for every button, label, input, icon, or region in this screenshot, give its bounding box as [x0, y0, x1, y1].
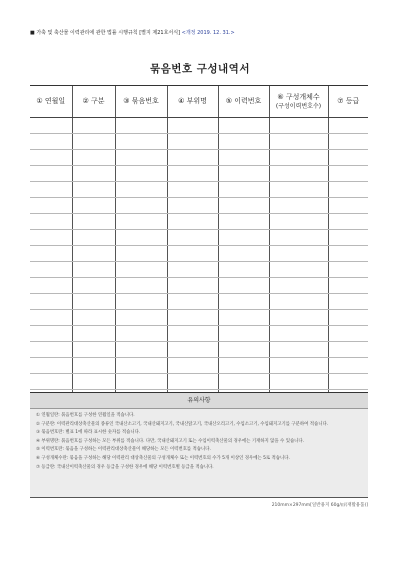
- note-item: ⑦ 등급란: 국내산이력축산물의 경우 등급을 구성한 경우에 해당 이력번호별 등급을 적습니다.: [36, 464, 214, 470]
- table-cell[interactable]: [269, 374, 328, 390]
- column-header-grade: ⑦ 등급: [328, 86, 368, 118]
- table-cell[interactable]: [328, 342, 368, 358]
- table-cell[interactable]: [218, 230, 269, 246]
- form-header: [30, 29, 235, 36]
- table-cell[interactable]: [269, 182, 328, 198]
- composition-table: [30, 85, 368, 406]
- table-cell[interactable]: [72, 326, 115, 342]
- note-item: ⑥ 구성개체수란: 묶음을 구성하는 해당 이력관리 대상축산물의 구성개체수 또는 이력번호의 수가 5개 이상인 경우에는 5로 적습니다.: [36, 455, 290, 461]
- table-cell[interactable]: [30, 182, 72, 198]
- table-cell[interactable]: [167, 374, 218, 390]
- table-cell[interactable]: [72, 294, 115, 310]
- table-cell[interactable]: [115, 262, 167, 278]
- table-cell[interactable]: [30, 198, 72, 214]
- table-row: [30, 166, 368, 182]
- table-cell[interactable]: [115, 182, 167, 198]
- table-cell[interactable]: [328, 166, 368, 182]
- table-cell[interactable]: [218, 198, 269, 214]
- table-cell[interactable]: [328, 358, 368, 374]
- table-cell[interactable]: [269, 134, 328, 150]
- table-cell[interactable]: [115, 310, 167, 326]
- table-cell[interactable]: [72, 182, 115, 198]
- table-cell[interactable]: [167, 262, 218, 278]
- table-cell[interactable]: [72, 310, 115, 326]
- table-cell[interactable]: [218, 246, 269, 262]
- table-row: [30, 374, 368, 390]
- table-row: [30, 358, 368, 374]
- table-cell[interactable]: [167, 294, 218, 310]
- table-cell[interactable]: [167, 166, 218, 182]
- table-cell[interactable]: [30, 118, 72, 134]
- table-cell[interactable]: [269, 166, 328, 182]
- table-cell[interactable]: [30, 134, 72, 150]
- table-cell[interactable]: [269, 326, 328, 342]
- table-row: [30, 182, 368, 198]
- table-cell[interactable]: [269, 310, 328, 326]
- table-cell[interactable]: [30, 246, 72, 262]
- table-cell[interactable]: [328, 214, 368, 230]
- table-cell[interactable]: [167, 342, 218, 358]
- table-row: [30, 118, 368, 134]
- table-row: [30, 198, 368, 214]
- table-cell[interactable]: [218, 214, 269, 230]
- table-cell[interactable]: [218, 134, 269, 150]
- table-cell[interactable]: [72, 230, 115, 246]
- table-cell[interactable]: [218, 262, 269, 278]
- table-cell[interactable]: [218, 278, 269, 294]
- table-cell[interactable]: [30, 278, 72, 294]
- table-cell[interactable]: [167, 198, 218, 214]
- table-cell[interactable]: [328, 246, 368, 262]
- table-cell[interactable]: [269, 214, 328, 230]
- table-cell[interactable]: [30, 150, 72, 166]
- table-cell[interactable]: [269, 358, 328, 374]
- table-cell[interactable]: [167, 246, 218, 262]
- table-cell[interactable]: [115, 342, 167, 358]
- table-cell[interactable]: [269, 278, 328, 294]
- table-cell[interactable]: [72, 214, 115, 230]
- revision-date: <개정 2019. 12. 31.>: [181, 30, 235, 36]
- table-cell[interactable]: [269, 246, 328, 262]
- table-cell[interactable]: [72, 246, 115, 262]
- table-cell[interactable]: [72, 278, 115, 294]
- table-cell[interactable]: [115, 246, 167, 262]
- table-cell[interactable]: [72, 262, 115, 278]
- table-cell[interactable]: [218, 310, 269, 326]
- table-cell[interactable]: [167, 310, 218, 326]
- table-cell[interactable]: [167, 230, 218, 246]
- column-header-category: ② 구분: [72, 86, 115, 118]
- table-cell[interactable]: [72, 150, 115, 166]
- table-cell[interactable]: [167, 118, 218, 134]
- table-cell[interactable]: [167, 358, 218, 374]
- table-cell[interactable]: [269, 294, 328, 310]
- table-cell[interactable]: [328, 150, 368, 166]
- table-cell[interactable]: [30, 310, 72, 326]
- table-cell[interactable]: [328, 278, 368, 294]
- table-cell[interactable]: [218, 342, 269, 358]
- table-cell[interactable]: [328, 294, 368, 310]
- notes-list: [36, 412, 362, 472]
- note-item: ③ 묶음번호란: 별표 1에 따라 표시한 숫자를 적습니다.: [36, 430, 141, 436]
- table-cell[interactable]: [269, 230, 328, 246]
- table-cell[interactable]: [269, 150, 328, 166]
- table-row: [30, 278, 368, 294]
- table-cell[interactable]: [167, 278, 218, 294]
- table-row: [30, 134, 368, 150]
- table-cell[interactable]: [218, 326, 269, 342]
- table-cell[interactable]: [167, 134, 218, 150]
- table-cell[interactable]: [115, 326, 167, 342]
- table-cell[interactable]: [115, 214, 167, 230]
- table-row: [30, 230, 368, 246]
- table-cell[interactable]: [218, 182, 269, 198]
- table-cell[interactable]: [328, 262, 368, 278]
- column-header-unit-count: ⑥ 구성개체수 (구성이력번호수): [269, 86, 328, 118]
- note-item: ④ 부위명란: 묶음번호를 구성하는 모든 부위를 적습니다. 다만, 국내산돼지고기 또는 수입이력축산물의 경우에는 기재하지 않을 수 있습니다.: [36, 438, 305, 444]
- table-cell[interactable]: [30, 342, 72, 358]
- paper-spec: 210mm×297mm[일반용지 60g/㎡(재활용품)]: [271, 503, 368, 508]
- table-cell[interactable]: [328, 182, 368, 198]
- table-header-row: [30, 86, 368, 118]
- table-cell[interactable]: [30, 230, 72, 246]
- table-row: [30, 310, 368, 326]
- table-cell[interactable]: [167, 150, 218, 166]
- table-cell[interactable]: [269, 342, 328, 358]
- table-row: [30, 150, 368, 166]
- table-cell[interactable]: [115, 374, 167, 390]
- table-cell[interactable]: [167, 326, 218, 342]
- table-cell[interactable]: [115, 166, 167, 182]
- column-header-trace-number: ⑤ 이력번호: [218, 86, 269, 118]
- table-cell[interactable]: [167, 182, 218, 198]
- table-cell[interactable]: [72, 118, 115, 134]
- table-cell[interactable]: [269, 118, 328, 134]
- table-cell[interactable]: [115, 198, 167, 214]
- table-cell[interactable]: [328, 310, 368, 326]
- table-cell[interactable]: [115, 134, 167, 150]
- document-title: 묶음번호 구성내역서: [150, 63, 250, 75]
- column-header-part-name: ④ 부위명: [167, 86, 218, 118]
- table-cell[interactable]: [30, 262, 72, 278]
- table-cell[interactable]: [328, 198, 368, 214]
- table-cell[interactable]: [115, 118, 167, 134]
- table-row: [30, 342, 368, 358]
- note-item: ① 연월일란: 묶음번호를 구성한 연월일을 적습니다.: [36, 413, 135, 418]
- table-cell[interactable]: [30, 326, 72, 342]
- notes-section: [30, 392, 368, 498]
- table-cell[interactable]: [72, 198, 115, 214]
- table-cell[interactable]: [167, 214, 218, 230]
- table-cell[interactable]: [115, 294, 167, 310]
- table-cell[interactable]: [328, 374, 368, 390]
- table-row: [30, 262, 368, 278]
- table-cell[interactable]: [30, 294, 72, 310]
- column-header-date: ① 연월일: [30, 86, 72, 118]
- table-cell[interactable]: [115, 278, 167, 294]
- table-cell[interactable]: [328, 134, 368, 150]
- table-cell[interactable]: [328, 230, 368, 246]
- table-row: [30, 246, 368, 262]
- notes-title: 유의사항: [30, 393, 368, 409]
- table-cell[interactable]: [218, 150, 269, 166]
- note-item: ② 구분란: 이력관리대상축산물의 종류인 국내산소고기, 국내산돼지고기, 국내산닭고기, 국내산오리고기, 수입소고기, 수입돼지고기를 구분하여 적습니다.: [36, 421, 329, 427]
- table-cell[interactable]: [328, 326, 368, 342]
- table-cell[interactable]: [328, 118, 368, 134]
- table-cell[interactable]: [218, 374, 269, 390]
- table-cell[interactable]: [72, 374, 115, 390]
- table-cell[interactable]: [218, 294, 269, 310]
- form-header-text: ■ 가축 및 축산물 이력관리에 관한 법률 시행규칙 [별지 제21호서식]: [30, 30, 181, 36]
- table-cell[interactable]: [115, 230, 167, 246]
- table-cell[interactable]: [30, 358, 72, 374]
- table-cell[interactable]: [72, 342, 115, 358]
- table-cell[interactable]: [30, 166, 72, 182]
- table-cell[interactable]: [218, 118, 269, 134]
- table-cell[interactable]: [115, 150, 167, 166]
- table-cell[interactable]: [72, 166, 115, 182]
- table-cell[interactable]: [269, 262, 328, 278]
- note-item: ⑤ 이력번호란: 묶음을 구성하는 이력관리대상축산물이 해당하는 모든 이력번호를 적습니다.: [36, 447, 211, 453]
- column-header-bundle-number: ③ 묶음번호: [115, 86, 167, 118]
- table-row: [30, 214, 368, 230]
- table-cell[interactable]: [72, 358, 115, 374]
- table-cell[interactable]: [269, 198, 328, 214]
- table-row: [30, 326, 368, 342]
- table-cell[interactable]: [218, 358, 269, 374]
- table-cell[interactable]: [115, 358, 167, 374]
- table-cell[interactable]: [218, 166, 269, 182]
- table-cell[interactable]: [30, 214, 72, 230]
- table-cell[interactable]: [72, 134, 115, 150]
- table-cell[interactable]: [30, 374, 72, 390]
- table-row: [30, 294, 368, 310]
